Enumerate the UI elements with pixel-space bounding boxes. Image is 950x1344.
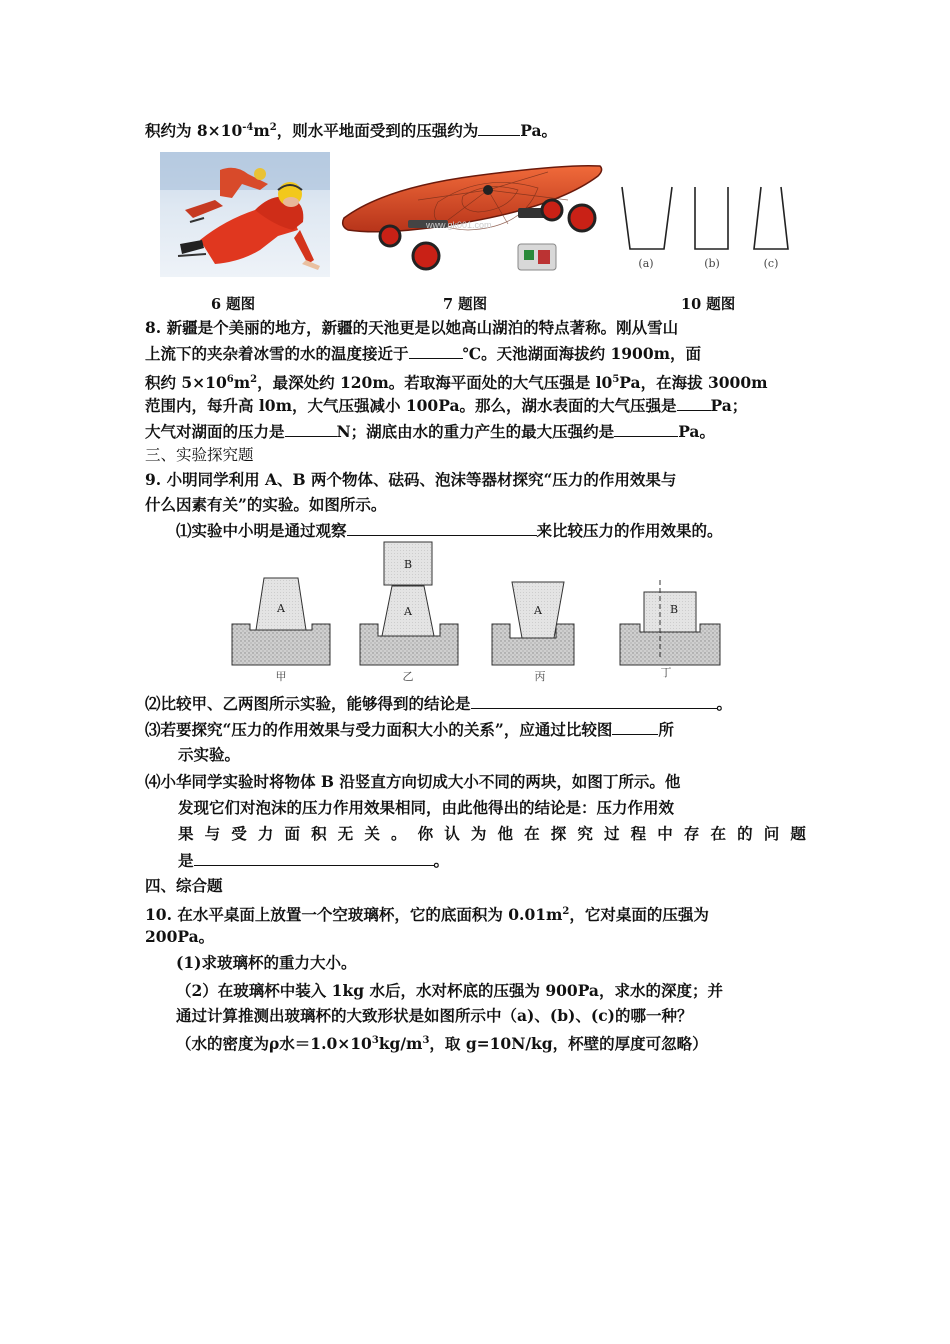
q10-line1-post: ，它对桌面的压强为 [569,905,709,925]
q7-text-mid: m [253,121,270,141]
char: 问 [763,824,780,843]
q9-part3 [145,719,674,741]
char: 程 [630,824,647,843]
q8-line5-pre: 大气对湖面的压力是 [145,422,285,441]
q10-line2: 200Pa。 [145,927,215,946]
char: 。 [391,824,407,843]
q9-part3-line2: 示实验。 [178,745,241,764]
char: 关 [364,824,380,843]
q7-unit: Pa。 [520,121,558,141]
q8-line3-post: ，最深处约 120m。若取海平面处的大气压强是 l0 [257,373,613,393]
q8-line3 [145,369,768,394]
section4-heading: 四、综合题 [145,876,223,895]
char: 存 [683,824,700,843]
char: 受 [231,824,247,843]
q10-line1-pre: 10. 在水平桌面上放置一个空玻璃杯，它的底面积为 0.01m [145,905,563,925]
char: 无 [337,824,354,843]
char: 他 [497,824,514,843]
char: 过 [604,824,620,843]
char: 探 [550,824,567,843]
q9-part1 [176,520,723,542]
q7-exp: -4 [242,122,254,133]
q10-part1: (1)求玻璃杯的重力大小。 [176,953,357,972]
char: 你 [417,824,434,843]
q9-part1-post: 来比较压力的作用效果的。 [536,521,723,540]
q8-force-blank[interactable] [285,422,337,437]
q8-line4 [145,395,747,417]
char: 认 [444,824,460,843]
cup-c-label: (c) [763,257,779,270]
char: 与 [204,824,221,843]
q8-line2-pre: 上流下的夹杂着冰雪的水的温度接近于 [145,344,409,363]
char: 究 [577,824,593,843]
q9-problem-blank[interactable] [194,851,434,866]
q8-exp1: 6 [226,374,234,385]
q9-part4-line4-post: 。 [433,851,450,870]
cup-c-outline [754,187,788,249]
speed-skater-photo [160,152,330,277]
q10-exp3: 3 [422,1035,430,1046]
q10-exp: 2 [562,906,570,917]
char: 积 [311,824,327,843]
q8-line4-post: Pa； [710,396,748,415]
q8-exp3: 5 [612,374,620,385]
q10-line3-pre: （水的密度为ρ水＝1.0×10 [176,1034,372,1054]
q10-exp2: 3 [371,1035,379,1046]
fig7-caption: 7 题图 [443,296,488,313]
q9-part4-line2: 发现它们对泡沫的压力作用效果相同，由此他得出的结论是：压力作用效 [178,798,675,817]
label-bing: 丙 [534,670,546,683]
q8-max-pressure-blank[interactable] [614,422,678,437]
q8-line5 [145,421,715,443]
q10-line3-post: ，取 g=10N/kg，杯壁的厚度可忽略） [429,1034,708,1054]
fig10-caption: 10 题图 [681,296,736,313]
label-yi: 乙 [402,670,414,683]
fig7-watermark: www.gk001.com [426,220,492,230]
q10-part2-line2: 通过计算推测出玻璃杯的大致形状是如图所示中（a)、(b)、(c)的哪一种？ [176,1006,693,1025]
section3-heading: 三、实验探究题 [145,446,254,464]
experiment-bing [492,582,574,683]
q8-line1: 8. 新疆是个美丽的地方，新疆的天池更是以她高山湖泊的特点著称。刚从雪山 [145,318,679,337]
char: 力 [257,824,274,843]
cup-b-label: (b) [704,257,720,270]
foam-pressure-experiment-figure [228,540,728,689]
q10-part2-line3 [176,1030,708,1055]
char: 果 [178,824,194,843]
block-b-label-yi: B [403,558,413,571]
q7-text-post: ，则水平地面受到的压强约为 [276,121,479,141]
q8-line3-end: Pa，在海拔 3000m [619,373,768,393]
q9-part4-line4 [178,850,449,872]
q8-temperature-blank[interactable] [409,344,463,359]
cup-b-outline [695,187,728,249]
q9-part2-pre: ⑵比较甲、乙两图所示实验，能够得到的结论是 [145,694,471,713]
q8-line5-mid: N；湖底由水的重力产生的最大压强约是 [336,422,615,441]
q8-exp2: 2 [250,374,258,385]
experiment-jia [232,578,330,683]
cup-a-outline [622,187,672,249]
experiment-ding [620,580,720,679]
block-a-label-bing: A [534,604,542,617]
q8-line2 [145,343,701,365]
fig6-caption: 6 题图 [211,296,256,313]
q7-tail-line [145,117,557,142]
q7-exp2: 2 [269,122,277,133]
q10-line1 [145,901,709,926]
q8-line3-mid: m [233,373,251,393]
q10-line3-mid: kg/m [378,1034,423,1054]
char: 题 [790,824,806,843]
q7-text: 积约为 8×10 [145,121,243,141]
char: 的 [737,824,753,843]
q8-line2-post: ℃。天池湖面海拔约 1900m，面 [462,344,702,363]
char: 在 [710,824,727,843]
q10-part2-line1: （2）在玻璃杯中装入 1kg 水后，水对杯底的压强为 900Pa，求水的深度；并 [176,981,723,1000]
char: 面 [284,824,301,843]
q9-observe-blank[interactable] [347,521,537,536]
label-ding: 丁 [660,666,672,679]
q9-part4-line4-pre: 是 [178,851,194,870]
q9-part2-post: 。 [716,694,733,713]
label-jia: 甲 [275,670,287,683]
electric-skateboard-photo [338,152,606,277]
block-b-label-ding: B [670,603,679,616]
block-a-label-yi: A [404,605,412,618]
q9-part2 [145,693,732,715]
q8-line4-pre: 范围内，每升高 l0m，大气压强减小 100Pa。那么，湖水表面的大气压强是 [145,396,677,415]
q8-pressure-blank[interactable] [677,396,711,411]
q9-part4-line1: ⑷小华同学实验时将物体 B 沿竖直方向切成大小不同的两块，如图丁所示。他 [145,772,681,791]
q9-compare-blank[interactable] [612,720,658,735]
char: 中 [657,824,673,843]
q8-line5-post: Pa。 [678,422,715,441]
q9-line1: 9. 小明同学利用 A、B 两个物体、砝码、泡沫等器材探究“压力的作用效果与 [145,470,677,489]
q8-line3-pre: 积约 5×10 [145,373,227,393]
char: 在 [524,824,540,843]
experiment-yi [360,542,458,683]
char: 为 [470,824,487,843]
q9-part4-line3 [178,823,806,845]
q9-part3-post: 所 [658,720,674,739]
q9-part1-pre: ⑴实验中小明是通过观察 [176,521,347,540]
q9-part3-pre: ⑶若要探究“压力的作用效果与受力面积大小的关系”，应通过比较图 [145,720,613,739]
q9-line2: 什么因素有关”的实验。如图所示。 [145,495,387,514]
q9-conclusion-blank[interactable] [471,694,717,709]
cup-a-label: (a) [638,257,654,270]
q7-answer-blank[interactable] [478,121,520,136]
cup-shapes-figure [618,185,793,284]
block-a-label-jia: A [277,602,285,615]
